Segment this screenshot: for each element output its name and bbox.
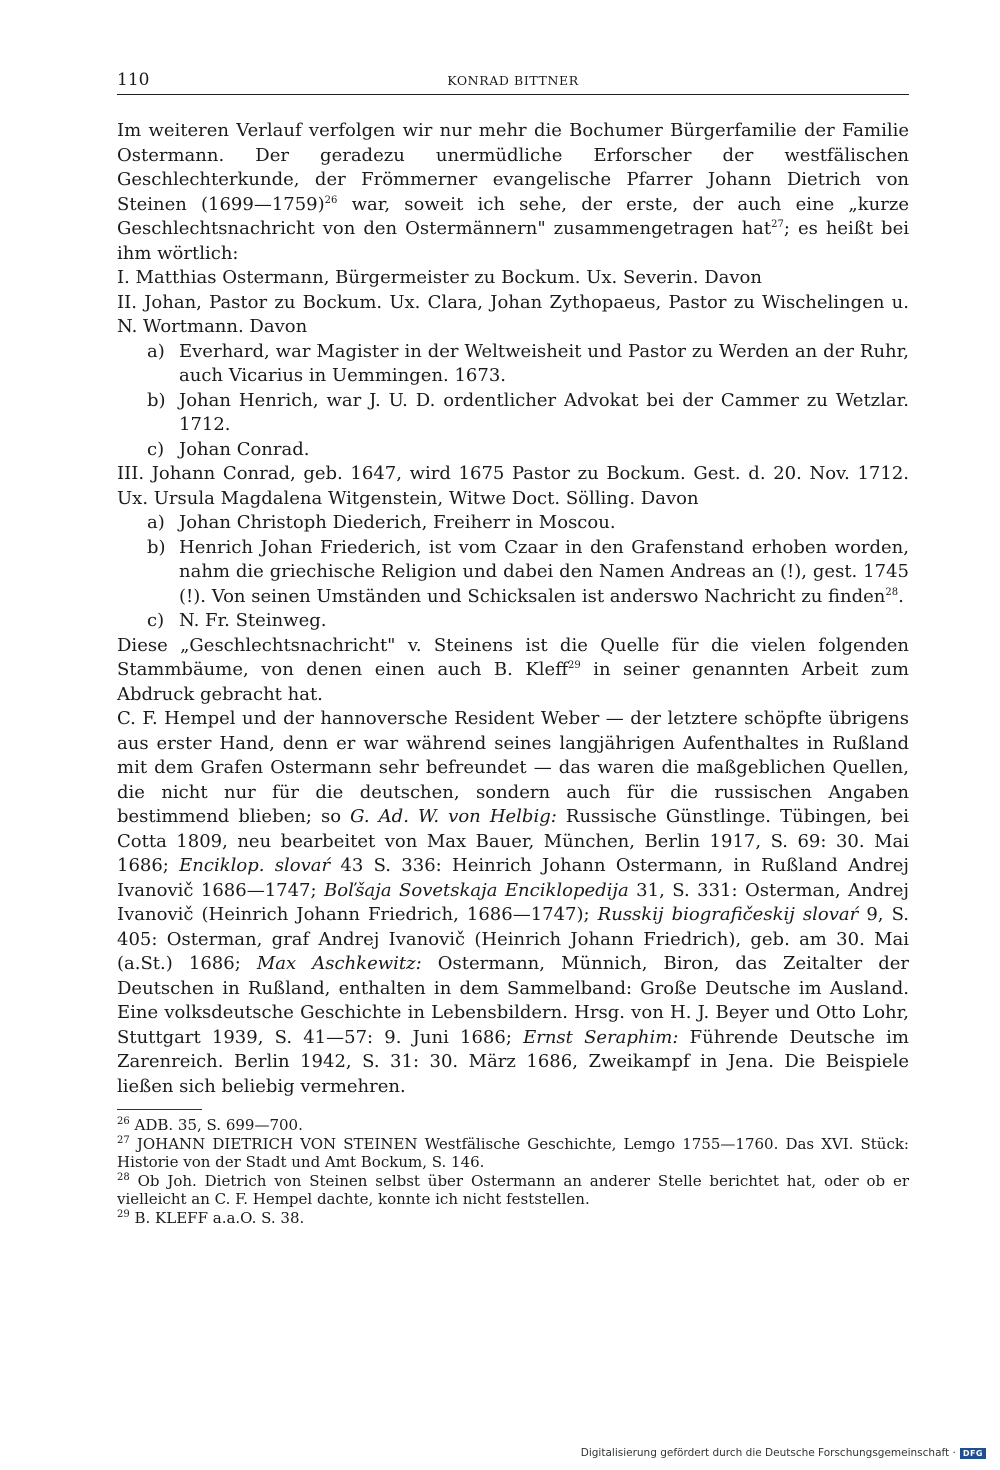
author-citation: Max Aschkewitz:	[256, 953, 422, 974]
text-run: 9, S. 405: Osterman, graf Andrej Ivanovič (Heinrich Johann Friedrich), geb. am 30. Mai (a.St.) 1686;	[117, 904, 910, 974]
footnotes	[117, 1116, 909, 1227]
footnote	[117, 1209, 909, 1228]
footnote	[117, 1172, 909, 1209]
running-title: KONRAD BITTNER	[447, 73, 579, 88]
subitem-text: Johan Henrich, war J. U. D. ordentlicher Advokat bei der Cammer zu Wetzlar. 1712.	[179, 389, 909, 435]
author-citation: Ernst Seraphim:	[523, 1026, 679, 1048]
author-citation: G. Ad. W. von Helbig:	[350, 806, 557, 827]
footer-text: Digitalisierung gefördert durch die Deutsche Forschungsgemeinschaft ·	[580, 1447, 956, 1459]
footnote-number: 27	[117, 1134, 130, 1146]
references-paragraph	[117, 707, 909, 1099]
text-run: 31, S. 331: Osterman, Andrej Ivanovič (Heinrich Johann Friedrich, 1686—1747);	[117, 879, 909, 925]
dfg-logo: DFG	[960, 1448, 986, 1459]
text-run: Diese „Geschlechtsnachricht" v. Steinens ist die Quelle für die vielen folgenden Stammbäume, von denen einen auch B. Kleff	[117, 634, 909, 680]
work-citation: Boľšaja Sovetskaja Enciklopedija	[324, 879, 629, 901]
subitem-label: c)	[147, 610, 165, 631]
work-citation: Enciklop. slovaŕ	[179, 855, 331, 876]
footnote-ref: 26	[324, 194, 338, 206]
text-run: war, soweit ich sehe, der erste, der auch eine „kurze Geschlechtsnachricht von den Ostermännern" zusammengetragen hat	[117, 193, 909, 239]
footnote-number: 28	[117, 1171, 130, 1183]
footnote-number: 29	[117, 1208, 130, 1220]
text-run: in seiner genannten Arbeit zum Abdruck gebracht hat.	[117, 659, 910, 705]
intro-paragraph	[117, 119, 909, 266]
subitem-label: b)	[147, 536, 166, 558]
footnote	[117, 1135, 909, 1172]
footnote-number: 26	[117, 1116, 130, 1127]
subitem-label: c)	[147, 438, 165, 460]
subitem-label: b)	[147, 389, 166, 411]
genealogy-subitem	[147, 438, 909, 463]
genealogy-subitem	[147, 389, 909, 438]
genealogy-subitem	[147, 511, 909, 536]
text-run: Im weiteren Verlauf verfolgen wir nur mehr die Bochumer Bürgerfamilie der Familie Ostermann. Der geradezu unermüdliche Erforscher der westfälischen Geschlechterkunde, der Frömmerner evangelische Pfarrer Johann Dietrich von Steinen (1699—1759)	[117, 120, 909, 215]
text-run: Russische Günstlinge. Tübingen, bei Cotta 1809, neu bearbeitet von Max Bauer, München, Berlin 1917, S. 69: 30. Mai 1686;	[117, 806, 909, 876]
footnote-ref: 28	[885, 586, 899, 598]
subitem-text: Everhard, war Magister in der Weltweisheit und Pastor zu Werden an der Ruhr, auch Vicarius in Uemmingen. 1673.	[179, 340, 909, 386]
text-run: 43 S. 336: Heinrich Johann Ostermann, in Rußland Andrej Ivanovič 1686—1747;	[117, 855, 910, 901]
genealogy-subitem	[147, 609, 909, 634]
page-header	[117, 70, 909, 95]
subitem-label: a)	[147, 340, 165, 362]
text-run: Henrich Johan Friederich, ist vom Czaar in den Grafenstand erhoben worden, nahm die griechische Religion und dabei den Namen Andreas an (!), gest. 1745 (!). Von seinen Umständen und Schicksalen ist anderswo Nachricht zu finden	[179, 536, 909, 607]
work-citation: Russkij biografičeskij slovaŕ	[597, 904, 859, 925]
footnote-ref: 29	[568, 660, 581, 671]
page	[117, 70, 909, 1227]
text-run: .	[898, 585, 904, 607]
footnote-ref: 27	[771, 219, 784, 230]
text-run: ; es heißt bei ihm wörtlich:	[117, 218, 909, 264]
page-number: 110	[117, 70, 150, 90]
genealogy-item-3: III. Johann Conrad, geb. 1647, wird 1675 Pastor zu Bockum. Gest. d. 20. Nov. 1712. Ux. Ursula Magdalena Witgenstein, Witwe Doct. Sölling. Davon	[117, 463, 909, 509]
genealogy-subitem	[147, 536, 909, 610]
footnote-text: B. KLEFF a.a.O. S. 38.	[129, 1208, 305, 1227]
footnote-divider	[117, 1109, 202, 1110]
footnote	[117, 1116, 909, 1135]
subitem-label: a)	[147, 512, 165, 533]
footnote-text: ADB. 35, S. 699—700.	[129, 1116, 303, 1134]
digitization-footer	[581, 1447, 986, 1459]
genealogy-item-2: II. Johan, Pastor zu Bockum. Ux. Clara, Johan Zythopaeus, Pastor zu Wischelingen u. N. Wortmann. Davon	[117, 291, 909, 337]
text-run: C. F. Hempel und der hannoversche Resident Weber — der letztere schöpfte übrigens aus erster Hand, denn er war während seines langjährigen Aufenthaltes in Rußland mit dem Grafen Ostermann sehr befreundet — das waren die maßgeblichen Quellen, die nicht nur für die deutschen, sondern auch für die russischen Angaben bestimmend blieben; so	[117, 708, 909, 827]
genealogy-subitem	[147, 340, 909, 389]
main-text	[117, 119, 909, 1099]
subitem-text	[179, 536, 909, 610]
genealogy-item-1: I. Matthias Ostermann, Bürgermeister zu Bockum. Ux. Severin. Davon	[117, 267, 762, 288]
sources-paragraph	[117, 634, 909, 708]
subitem-text: Johan Christoph Diederich, Freiherr in Moscou.	[179, 512, 616, 533]
text-run: Führende Deutsche im Zarenreich. Berlin 1942, S. 31: 30. März 1686, Zweikampf in Jena. Die Beispiele ließen sich beliebig vermehren.	[117, 1026, 909, 1097]
text-run: Ostermann, Münnich, Biron, das Zeitalter der Deutschen in Rußland, enthalten in dem Sammelband: Große Deutsche im Ausland. Eine volksdeutsche Geschichte in Lebensbildern. Hrsg. von H. J. Beyer und Otto Lohr, Stuttgart 1939, S. 41—57: 9. Juni 1686;	[117, 953, 909, 1048]
footnote-text: JOHANN DIETRICH VON STEINEN Westfälische Geschichte, Lemgo 1755—1760. Das XVI. Stück: Historie von der Stadt und Amt Bockum, S. 146.	[117, 1134, 909, 1171]
footnote-text: Ob Joh. Dietrich von Steinen selbst über Ostermann an anderer Stelle berichtet hat, oder ob er vielleicht an C. F. Hempel dachte, konnte ich nicht feststellen.	[117, 1171, 909, 1208]
subitem-text: N. Fr. Steinweg.	[179, 610, 327, 631]
subitem-text: Johan Conrad.	[179, 438, 310, 460]
